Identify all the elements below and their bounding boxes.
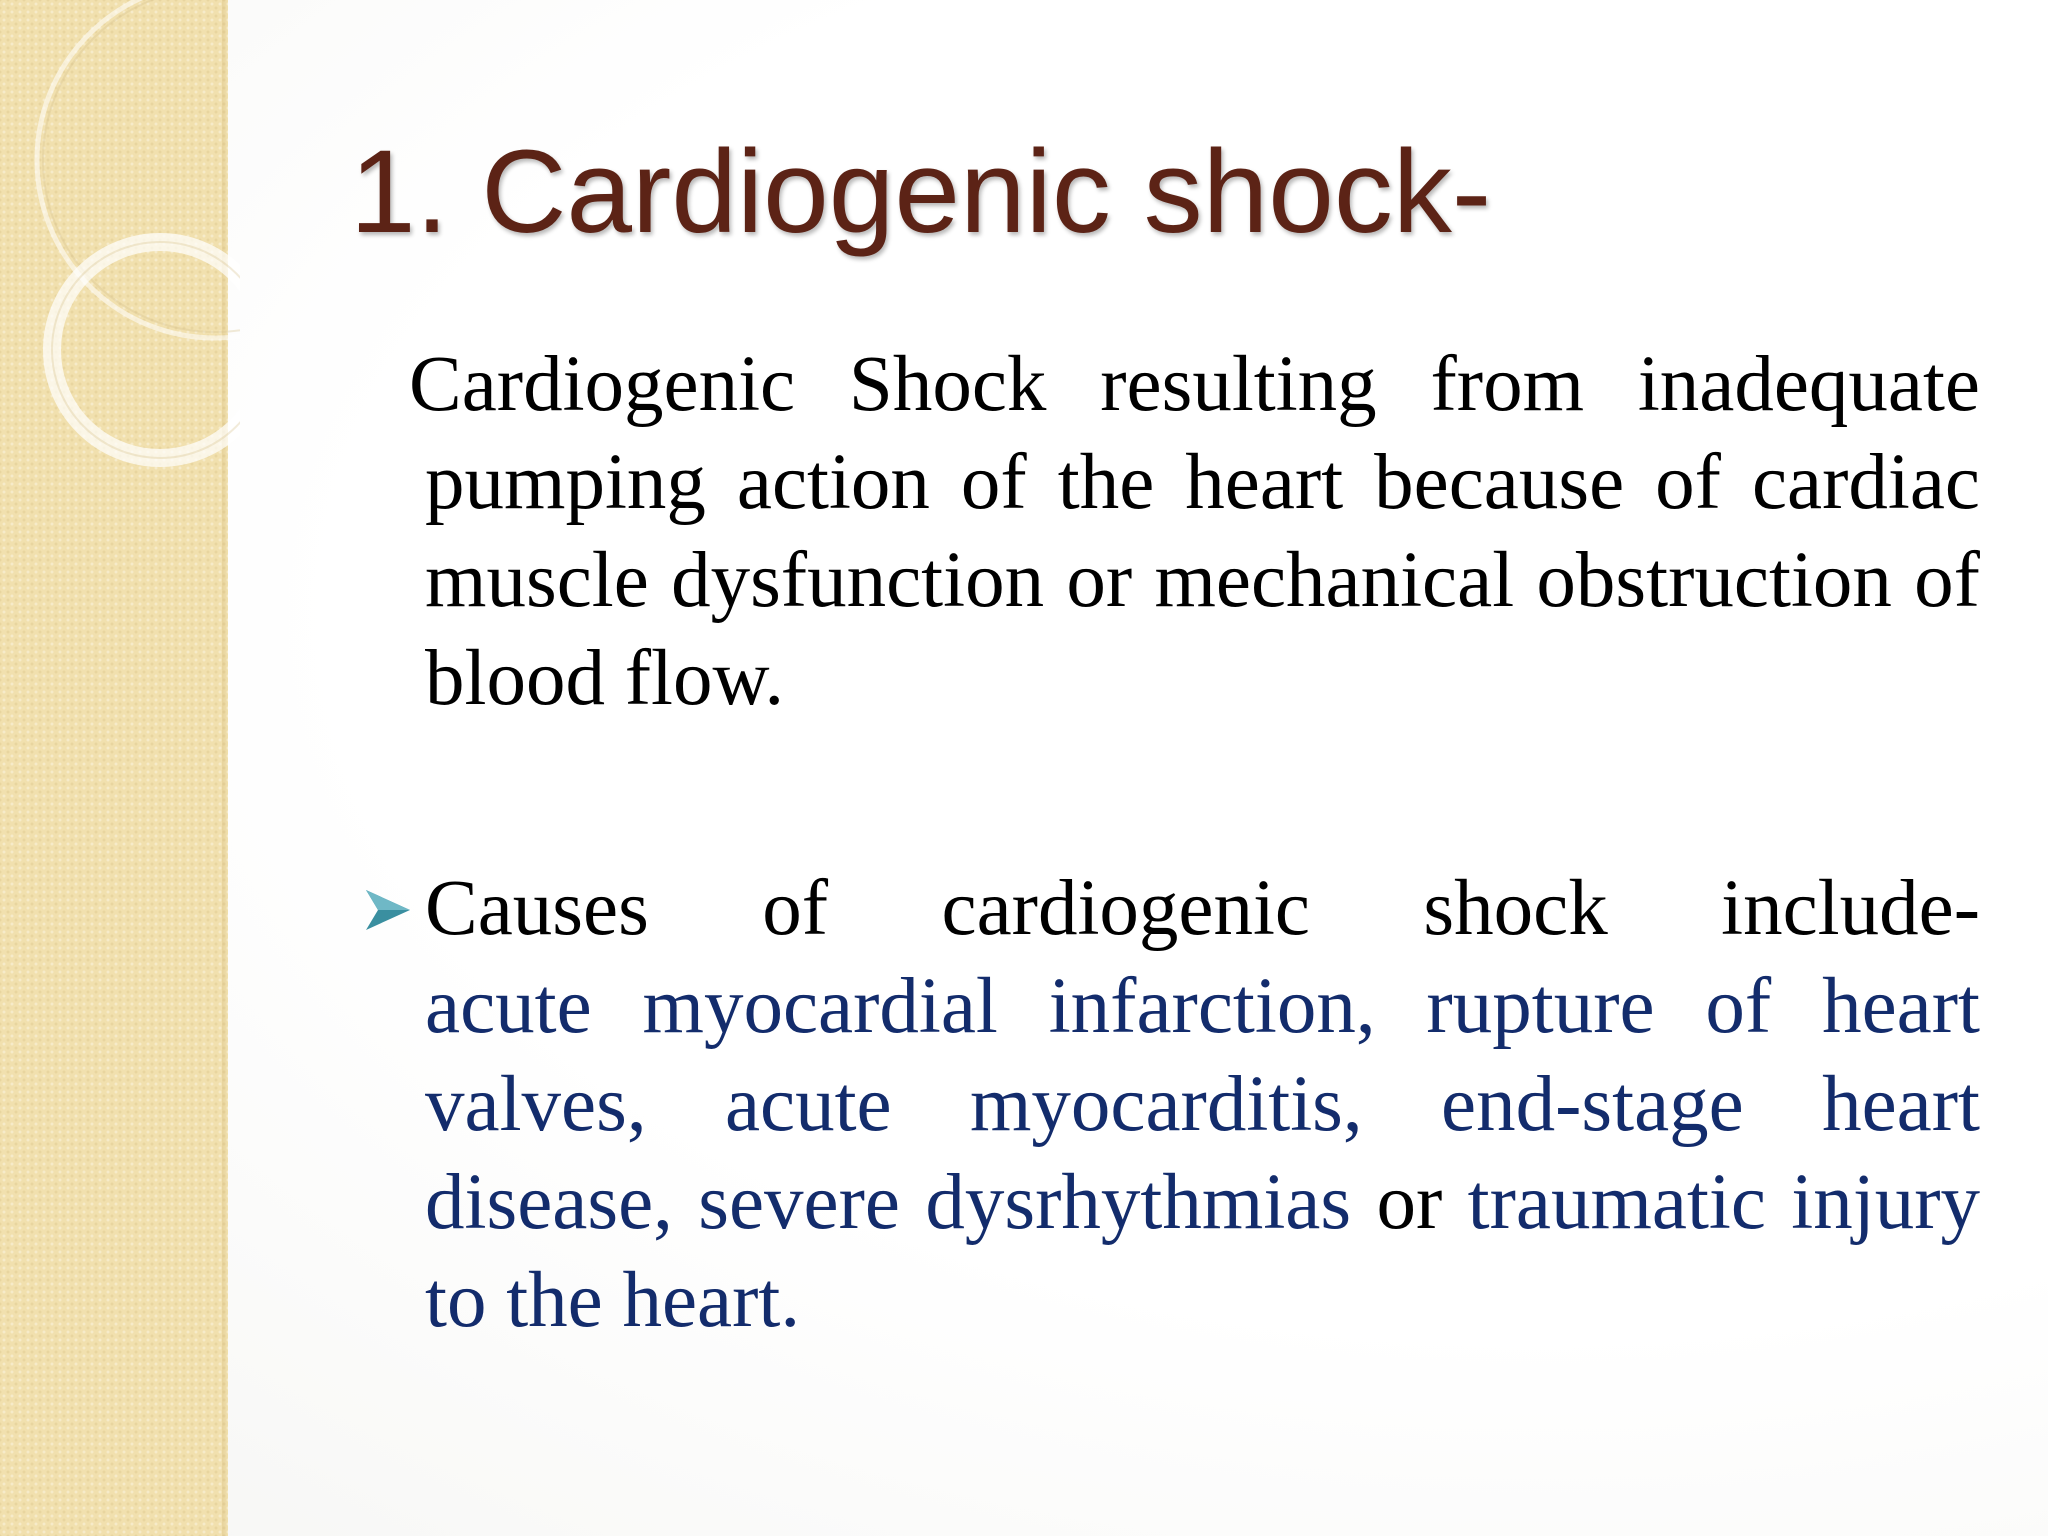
decorative-rings-icon	[0, 0, 240, 520]
causes-list-text: acute myocardial infarction, rupture of heart valves, acute myocarditis, end-stage heart disease, severe dysrhythmias	[425, 963, 1980, 1246]
definition-paragraph: Cardiogenic Shock resulting from inadequate pumping action of the heart because of cardiac muscle dysfunction or mechanical obstruction of blood flow.	[409, 341, 1980, 722]
causes-paragraph	[425, 860, 1980, 1350]
causes-lead-text: Causes of cardiogenic shock include-	[425, 865, 1980, 952]
causes-list-end-text: traumatic injury to the heart.	[425, 1159, 1981, 1344]
causes-conjunction-text: or	[1376, 1159, 1443, 1246]
slide-title: 1. Cardiogenic shock-	[350, 126, 1492, 258]
arrowhead-bullet-icon	[364, 888, 412, 932]
